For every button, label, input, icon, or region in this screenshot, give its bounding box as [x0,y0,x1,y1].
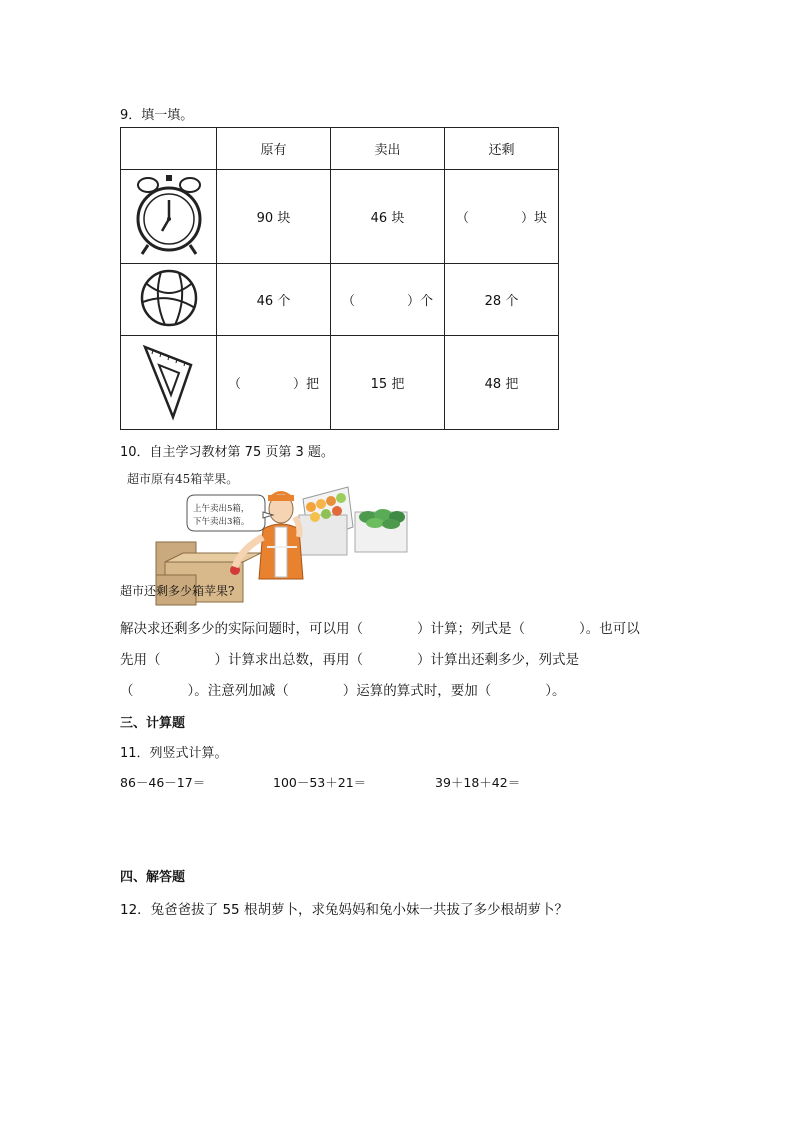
bubble-line-1: 上午卖出5箱， [193,504,250,514]
q10-line-1: 解决求还剩多少的实际问题时，可以用（ ）计算；列式是（ ）。也可以 [120,621,640,637]
calc-expr-2: 100－53＋21＝ [273,775,367,790]
set-square-sold: 15 把 [331,336,445,430]
basketball-original: 46 个 [217,264,331,336]
table-header-row [121,128,559,170]
fill-table [120,127,559,430]
q10-line-3: （ ）。注意列加减（ ）运算的算式时，要加（ ）。 [120,683,566,699]
calc-expr-3: 39＋18＋42＝ [435,775,521,790]
q10-title: 10．自主学习教材第 75 页第 3 题。 [120,445,334,460]
set-square-icon [139,339,199,423]
img-caption-bottom: 超市还剩多少箱苹果? [120,584,235,598]
header-remaining: 还剩 [445,128,559,170]
alarm-clock-icon [134,173,204,257]
header-empty-cell [121,128,217,170]
basketball-remaining: 28 个 [445,264,559,336]
clock-original: 90 块 [217,170,331,264]
bubble-line-2: 下午卖出3箱。 [193,517,250,527]
q10-line-2: 先用（ ）计算求出总数，再用（ ）计算出还剩多少，列式是 [120,652,579,668]
table-row [121,336,559,430]
clock-sold: 46 块 [331,170,445,264]
header-original: 原有 [217,128,331,170]
basketball-sold: （ ）个 [331,264,445,336]
section-3-heading: 三、计算题 [120,716,186,731]
q11-title: 11．列竖式计算。 [120,746,228,761]
set-square-original: （ ）把 [217,336,331,430]
img-caption-top: 超市原有45箱苹果。 [127,472,239,486]
basketball-cell [121,264,217,336]
section-4-heading: 四、解答题 [120,870,186,885]
calc-expr-1: 86－46－17＝ [120,775,206,790]
set-square-cell [121,336,217,430]
clock-cell [121,170,217,264]
clock-remaining: （ ）块 [445,170,559,264]
q9-title: 9．填一填。 [120,108,194,123]
set-square-remaining: 48 把 [445,336,559,430]
table-row [121,264,559,336]
speech-bubble [187,495,273,531]
header-sold: 卖出 [331,128,445,170]
basketball-icon [139,268,199,328]
table-row [121,170,559,264]
q12-title: 12．兔爸爸拔了 55 根胡萝卜，求兔妈妈和兔小妹一共拔了多少根胡萝卜？ [120,902,568,918]
